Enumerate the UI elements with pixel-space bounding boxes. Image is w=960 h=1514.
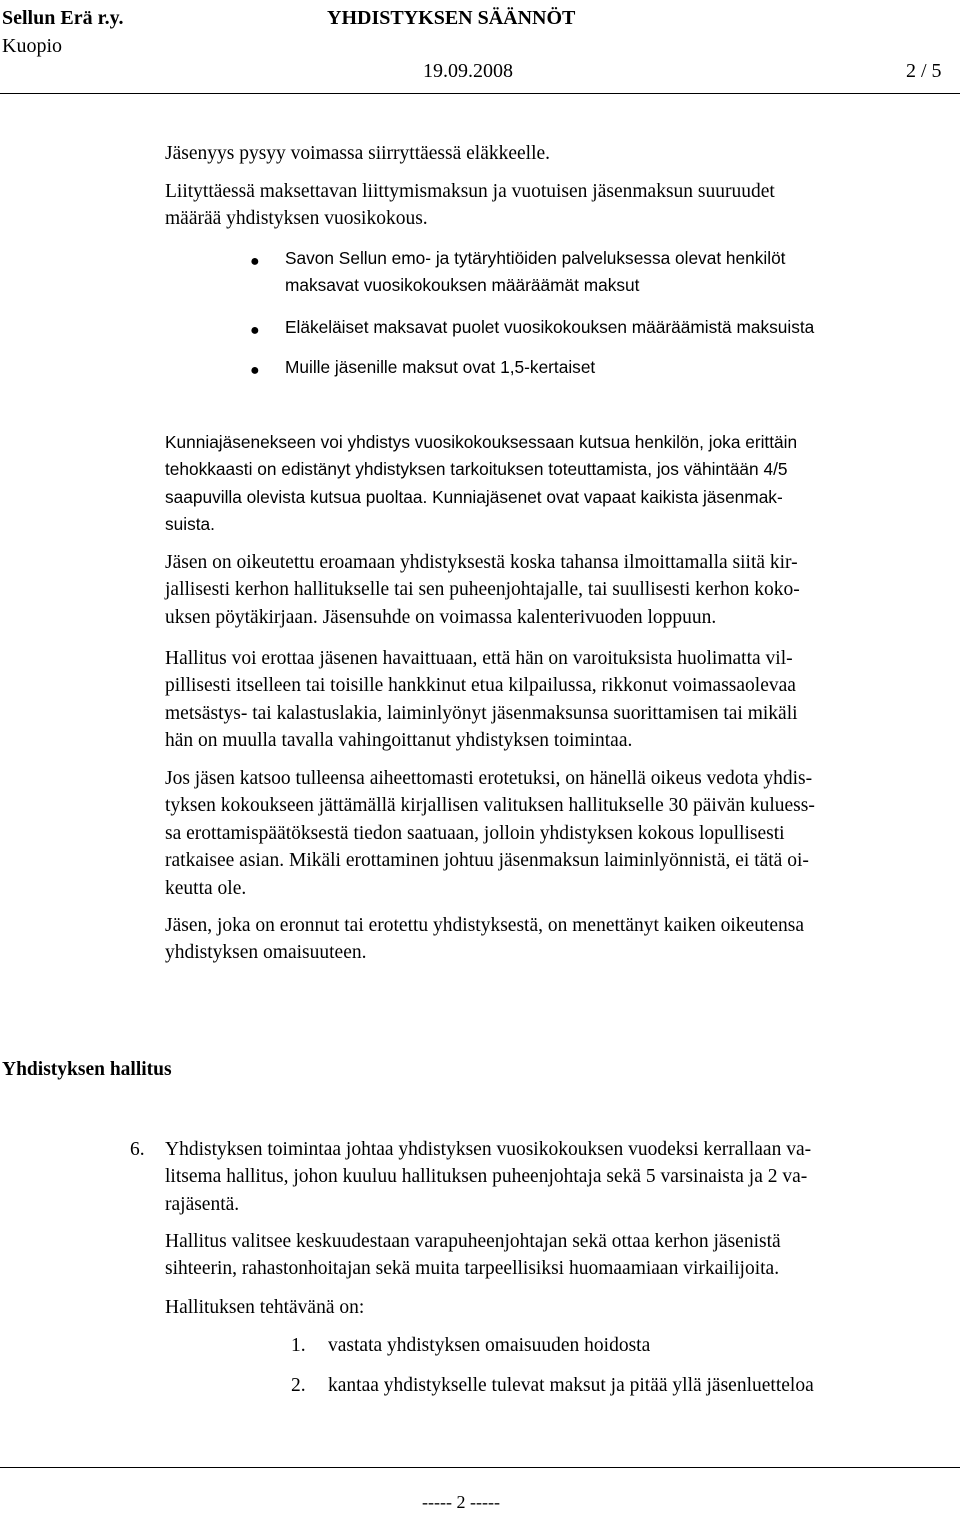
forfeit-paragraph: Jäsen, joka on eronnut tai erotettu yhdistyksestä, on menettänyt kaiken oikeutensa yhdistyksen omaisuuteen.	[165, 915, 805, 964]
duty-item: kantaa yhdistykselle tulevat maksut ja pitää yllä jäsenluetteloa	[328, 1375, 814, 1396]
appeal-paragraph: Jos jäsen katsoo tulleensa aiheettomasti erotetuksi, on hänellä oikeus vedota yhdis- tyksen kokoukseen jättämällä kirjallisen valituksen hallitukselle 30 päivän kuluess- sa erottamispäätöksestä tiedon saatuaan, jolloin yhdistyksen kokous lopullisesti ratkaisee asian. Mikäli erottaminen johtuu jäsenmaksun laiminlyönnistä, ei tätä oi- keutta ole.	[165, 768, 815, 899]
resignation-paragraph: Jäsen on oikeutettu eroamaan yhdistyksestä koska tahansa ilmoittamalla siitä kir- jallisesti kerhon hallitukselle tai sen puheenjohtajalle, tai suullisesti kerhon koko- uksen pöytäkirjaan. Jäsensuhde on voimassa kalenterivuoden loppuun.	[165, 552, 800, 628]
honorary-members-paragraph: Kunniajäsenekseen voi yhdistys vuosikokouksessaan kutsua henkilön, joka erittäin tehokkaasti on edistänyt yhdistyksen tarkoituksen toteuttamista, jos vähintään 4/5 saapuvilla olevista kutsua puoltaa. Kunniajäsenet ovat vapaat kaikista jäsenmak- suista.	[165, 432, 798, 535]
expulsion-paragraph: Hallitus voi erottaa jäsenen havaittuaan, että hän on varoituksista huolimatta vil- pillisesti itselleen tai toisille hankkinut etua kilpailussa, rikkonut voimassaolevaa metsästys- tai kalastuslakia, laiminlyönyt jäsenmaksunsa suorittamisen tai mikäli hän on muulla tavalla vahingoittanut yhdistyksen toimintaa.	[165, 648, 798, 752]
board-composition-paragraph: Yhdistyksen toimintaa johtaa yhdistyksen vuosikokouksen vuodeksi kerrallaan va- litsema hallitus, johon kuuluu hallituksen puheenjohtaja sekä 5 varsinaista ja 2 va- rajäsentä.	[165, 1139, 812, 1215]
page-number: 2 / 5	[906, 60, 942, 82]
duty-number: 2.	[291, 1375, 306, 1396]
org-city: Kuopio	[2, 35, 62, 57]
bullet-icon: ●	[250, 253, 260, 270]
intro-paragraph-2: Liityttäessä maksettavan liittymismaksun ja vuotuisen jäsenmaksun suuruudet määrää yhdistyksen vuosikokous.	[165, 181, 775, 230]
header-rule	[0, 93, 960, 94]
document-title: YHDISTYKSEN SÄÄNNÖT	[327, 7, 576, 29]
org-name: Sellun Erä r.y.	[2, 7, 124, 29]
bullet-icon: ●	[250, 322, 260, 339]
duties-label: Hallituksen tehtävänä on:	[165, 1297, 365, 1318]
duty-number: 1.	[291, 1335, 306, 1356]
document-date: 19.09.2008	[423, 60, 513, 82]
bullet-icon: ●	[250, 362, 260, 379]
board-officers-paragraph: Hallitus valitsee keskuudestaan varapuheenjohtajan sekä ottaa kerhon jäsenistä sihteerin, rahastonhoitajan sekä muita tarpeellisiksi huomaamiaan virkailijoita.	[165, 1231, 781, 1280]
footer-rule	[0, 1467, 960, 1468]
section-number: 6.	[130, 1139, 145, 1160]
footer-page-marker: ----- 2 -----	[422, 1492, 500, 1512]
intro-paragraph-1: Jäsenyys pysyy voimassa siirryttäessä eläkkeelle.	[165, 143, 551, 164]
duty-item: vastata yhdistyksen omaisuuden hoidosta	[328, 1335, 651, 1356]
section-heading: Yhdistyksen hallitus	[2, 1059, 172, 1080]
